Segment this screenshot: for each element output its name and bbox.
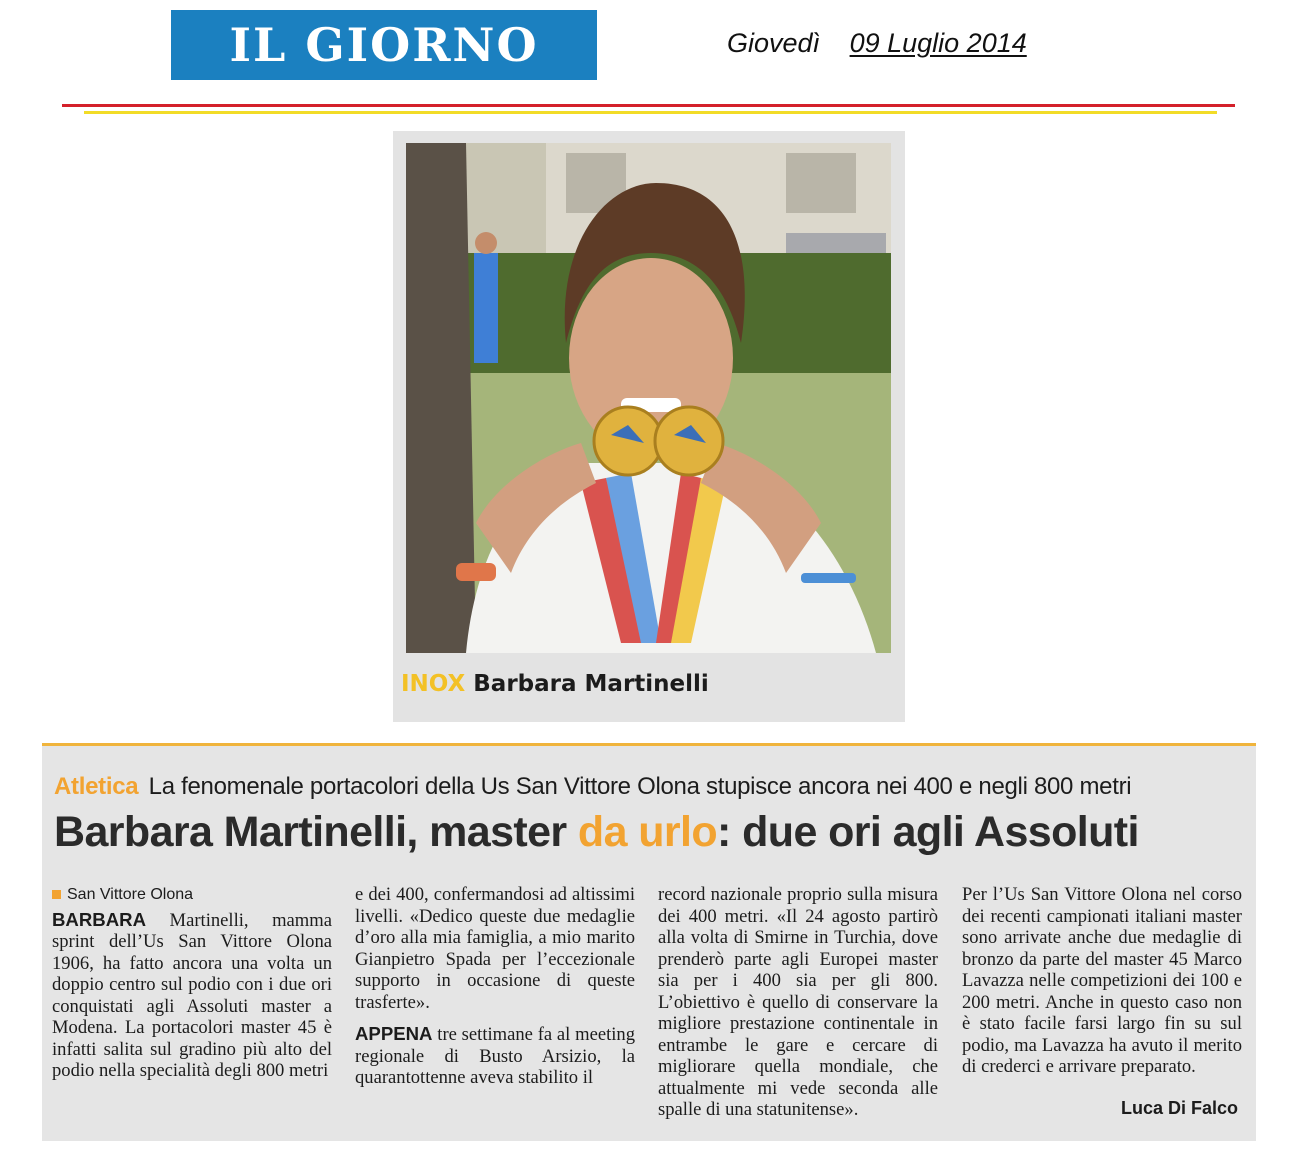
article-column-3: [658, 884, 938, 1121]
article-column-2: [355, 884, 635, 1089]
section-label: Atletica: [54, 773, 139, 800]
headline-part-1: Barbara Martinelli, master: [54, 808, 578, 856]
kicker-text: La fenomenale portacolori della Us San Vittore Olona stupisce ancora nei 400 e negli 800 metri: [148, 773, 1132, 800]
headline-part-2: : due ori agli Assoluti: [717, 808, 1139, 856]
paragraph-2-body: tre settimane fa al meeting regionale di Busto Arsizio, la quarantottenne aveva stabilito il: [355, 1024, 635, 1088]
masthead-title: IL GIORNO: [229, 18, 539, 72]
paragraph-3: Per l’Us San Vittore Olona nel corso dei recenti campionati italiani master sono arrivate anche due medaglie di bronzo da parte del master 45 Marco Lavazza nelle competizioni dei 100 e 200 metri. Anche in questo caso non è stato facile farsi largo fin su sul podio, ma Lavazza ha avuto il merito di crederci e arrivare preparato.: [962, 884, 1242, 1077]
paragraph-1-continued: e dei 400, confermandosi ad altissimi livelli. «Dedico queste due medaglie d’oro alla mia famiglia, a mio marito Gianpietro Spada per l’eccezionale supporto in occasione di queste trasferte».: [355, 884, 635, 1013]
newspaper-masthead: [171, 10, 597, 80]
dateline-date: 09 Luglio 2014: [849, 28, 1027, 58]
paragraph-2-continued: record nazionale proprio sulla misura dei 400 metri. «Il 24 agosto partirò alla volta di Smirne in Turchia, dove prenderò parte agli Europei master sia per i 400 sia per gli 800. L’obiettivo è quello di conservare la migliore prestazione continentale in entrambe le gare e cercare di migliorare quella mondiale, che attualmente mi vede seconda alle spalle di una statunitense».: [658, 884, 938, 1120]
paragraph-2: [355, 1023, 635, 1089]
dateline-day: Giovedì: [727, 28, 821, 58]
header-rule-yellow: [84, 111, 1217, 114]
article-kicker: [54, 773, 1131, 801]
caption-name: Barbara Martinelli: [473, 671, 709, 697]
dateline: [727, 28, 1027, 59]
article-column-1: [52, 884, 332, 1082]
header-rule-red: [62, 104, 1235, 107]
paragraph-1: [52, 909, 332, 1082]
article-column-4: [962, 884, 1242, 1078]
paragraph-1-body: Martinelli, mamma sprint dell’Us San Vittore Olona 1906, ha fatto ancora una volta un doppio centro sul podio con i due ori conquistati agli Assoluti master a Modena. La portacolori master 45 è infatti salita sul gradino più alto del podio nella specialità degli 800 metri: [52, 909, 332, 1081]
headline-highlight: da urlo: [577, 808, 718, 856]
athlete-photo: [406, 143, 891, 653]
article-headline: [54, 808, 1139, 857]
caption-tag: INOX: [401, 671, 466, 697]
location-text: San Vittore Olona: [67, 886, 194, 903]
article-byline: Luca Di Falco: [1120, 1098, 1238, 1118]
photo-frame: [393, 131, 905, 722]
athlete-photo-illustration: [406, 143, 891, 653]
article-box: [42, 743, 1256, 1141]
paragraph-2-lead: APPENA: [355, 1023, 433, 1044]
paragraph-1-lead: BARBARA: [52, 908, 146, 930]
article-location: [52, 884, 332, 906]
location-square-icon: [52, 890, 61, 899]
photo-caption: [401, 671, 709, 697]
